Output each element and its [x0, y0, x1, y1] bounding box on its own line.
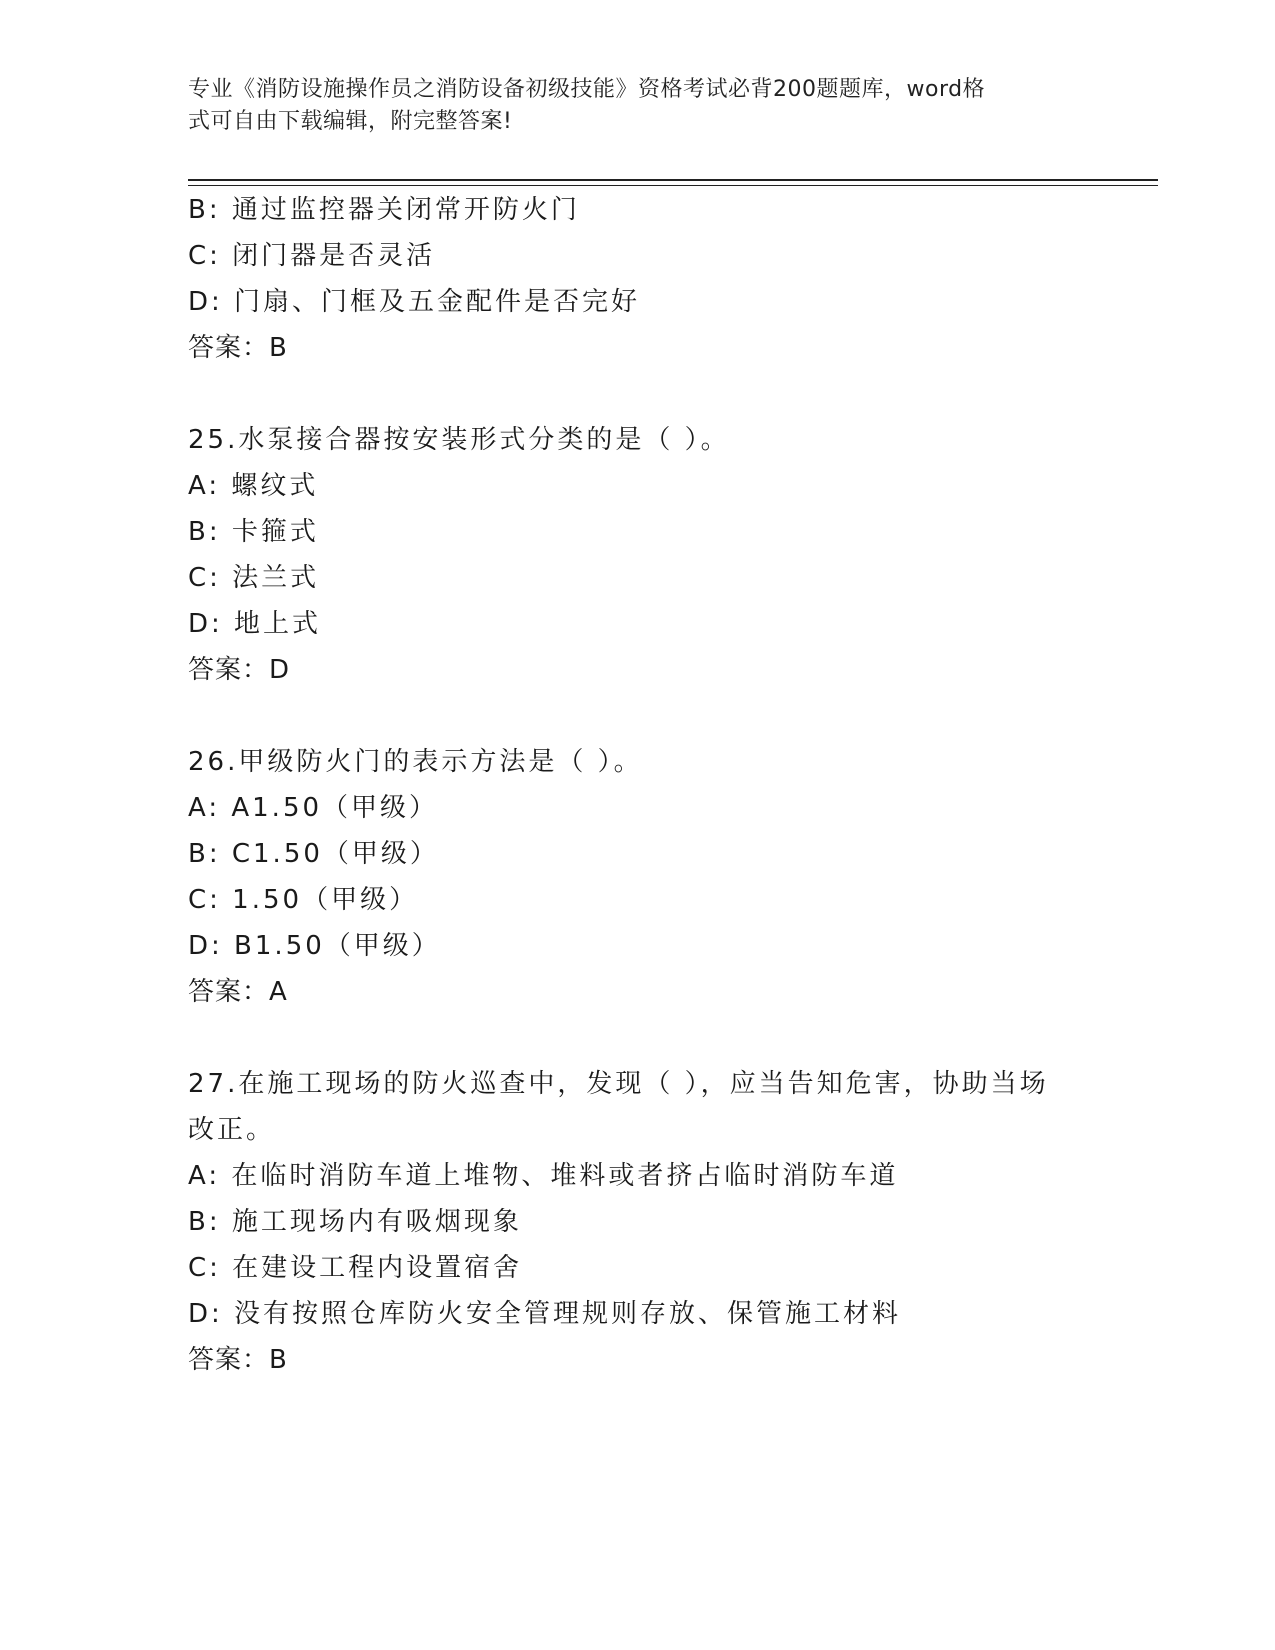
question-content	[188, 187, 1088, 1383]
spacer	[188, 693, 1088, 739]
document-header	[188, 74, 1068, 138]
question-26	[188, 739, 1088, 1015]
spacer	[188, 371, 1088, 417]
header-divider-thick	[188, 179, 1158, 181]
header-divider-thin	[188, 185, 1158, 186]
option-c: C: 闭门器是否灵活	[188, 241, 436, 271]
option-c: C: 在建设工程内设置宿舍	[188, 1253, 523, 1283]
header-line-1: 专业《消防设施操作员之消防设备初级技能》资格考试必背200题题库，word格	[188, 77, 986, 102]
option-c: C: 1.50（甲级）	[188, 885, 419, 915]
question-27	[188, 1061, 1088, 1383]
question-stem: 25.水泵接合器按安装形式分类的是（ ）。	[188, 425, 730, 455]
option-d: D: 地上式	[188, 609, 322, 639]
answer: 答案：B	[188, 333, 288, 363]
spacer	[188, 1015, 1088, 1061]
option-d: D: 门扇、门框及五金配件是否完好	[188, 287, 641, 317]
answer: 答案：B	[188, 1345, 288, 1375]
option-b: B: 卡箍式	[188, 517, 319, 547]
option-b: B: C1.50（甲级）	[188, 839, 439, 869]
answer: 答案：D	[188, 655, 291, 685]
header-line-2: 式可自由下载编辑，附完整答案!	[188, 109, 513, 134]
answer: 答案：A	[188, 977, 288, 1007]
question-stem: 26.甲级防火门的表示方法是（ ）。	[188, 747, 643, 777]
option-b: B: 施工现场内有吸烟现象	[188, 1207, 522, 1237]
question-stem-continued: 改正。	[188, 1115, 276, 1145]
option-a: A: 在临时消防车道上堆物、堆料或者挤占临时消防车道	[188, 1161, 899, 1191]
question-stem: 27.在施工现场的防火巡查中，发现（ ），应当告知危害，协助当场	[188, 1069, 1049, 1099]
option-b: B: 通过监控器关闭常开防火门	[188, 195, 580, 225]
partial-question	[188, 187, 1088, 371]
option-a: A: 螺纹式	[188, 471, 319, 501]
option-d: D: B1.50（甲级）	[188, 931, 441, 961]
question-25	[188, 417, 1088, 693]
option-d: D: 没有按照仓库防火安全管理规则存放、保管施工材料	[188, 1299, 902, 1329]
option-c: C: 法兰式	[188, 563, 320, 593]
option-a: A: A1.50（甲级）	[188, 793, 439, 823]
